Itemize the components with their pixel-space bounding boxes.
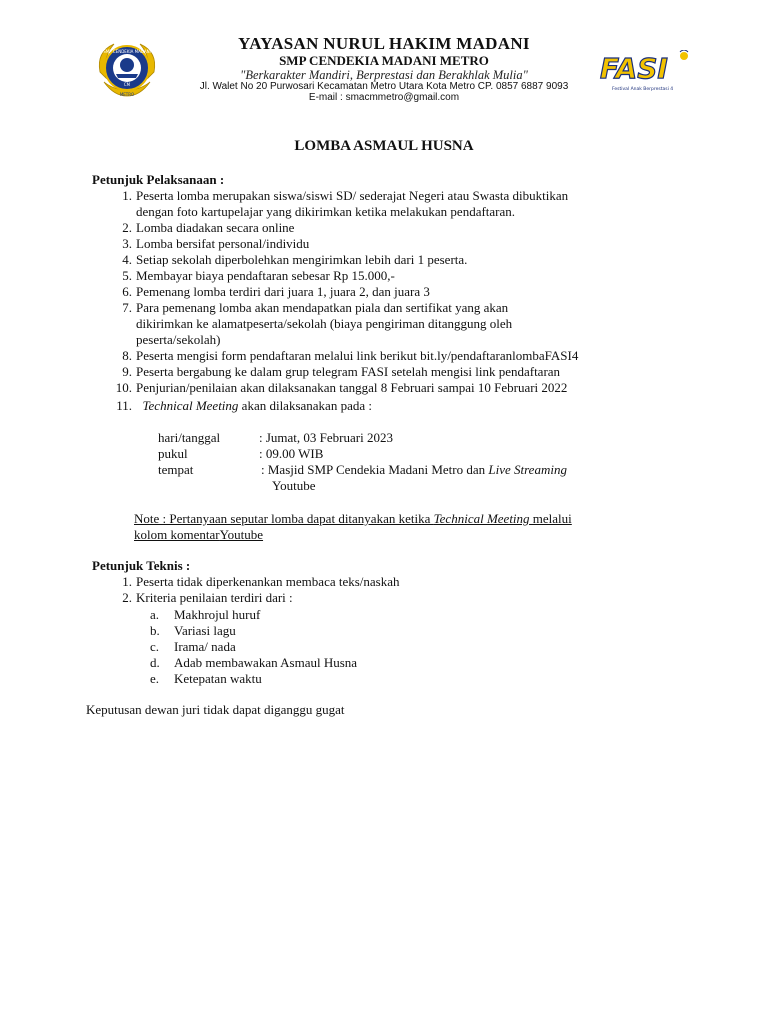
list-item-line: 4. Setiap sekolah diperbolehkan mengirimkan lebih dari 1 peserta. [122, 252, 468, 267]
criteria-item: a. Makhrojul huruf [150, 607, 261, 622]
list-item-line: peserta/sekolah) [136, 332, 221, 347]
criteria-item: e. Ketepatan waktu [150, 671, 262, 686]
list-item-line: 3. Lomba bersifat personal/individu [122, 236, 310, 251]
criteria-item: b. Variasi lagu [150, 623, 236, 638]
list-item-line: 8. Peserta mengisi form pendaftaran melalui link berikut bit.ly/pendaftaranlombaFASI4 [122, 348, 579, 363]
schedule-tempat-label: tempat [158, 462, 194, 477]
teknis-item: 2. Kriteria penilaian terdiri dari : [122, 590, 293, 605]
schedule-hari-label: hari/tanggal [158, 430, 221, 445]
organization-name: YAYASAN NURUL HAKIM MADANI [238, 34, 530, 53]
list-item-line: 7. Para pemenang lomba akan mendapatkan piala dan sertifikat yang akan [122, 300, 509, 315]
criteria-item: c. Irama/ nada [150, 639, 236, 654]
school-motto: "Berkarakter Mandiri, Berprestasi dan Berakhlak Mulia" [240, 68, 528, 82]
schedule-tempat-value: : Masjid SMP Cendekia Madani Metro dan Live Streaming [261, 462, 567, 477]
section-heading-teknis: Petunjuk Teknis : [92, 558, 191, 573]
schedule-pukul-label: pukul [158, 446, 188, 461]
pelaksanaan-list [108, 188, 578, 396]
schedule-hari-value: : Jumat, 03 Februari 2023 [259, 430, 393, 445]
teknis-list [108, 574, 400, 606]
teknis-item: 1. Peserta tidak diperkenankan membaca teks/naskah [122, 574, 400, 589]
note-line-1: Note : Pertanyaan seputar lomba dapat ditanyakan ketika Technical Meeting melalui [134, 511, 572, 526]
section-heading-pelaksanaan: Petunjuk Pelaksanaan : [92, 172, 225, 187]
closing-statement: Keputusan dewan juri tidak dapat diganggu gugat [86, 702, 345, 717]
schedule-pukul-value: : 09.00 WIB [259, 446, 324, 461]
list-item-line: 10. Penjurian/penilaian akan dilaksanakan tanggal 8 Februari sampai 10 Februari 2022 [115, 380, 568, 395]
svg-text:METRO: METRO [119, 92, 135, 97]
schedule-tempat-value-cont: Youtube [272, 478, 316, 493]
school-address: Jl. Walet No 20 Purwosari Kecamatan Metro Utara Kota Metro CP. 0857 6887 9093 [199, 81, 569, 92]
list-item-11: 11. Technical Meeting akan dilaksanakan pada : [116, 398, 372, 413]
svg-text:CM: CM [123, 82, 131, 87]
svg-text:Festival Anak Berprestasi 4: Festival Anak Berprestasi 4 [612, 87, 674, 92]
school-email: E-mail : smacmmetro@gmail.com [308, 92, 460, 103]
list-item-line: 1. Peserta lomba merupakan siswa/siswi SD/ sederajat Negeri atau Swasta dibuktikan [122, 188, 569, 203]
list-item-line: 2. Lomba diadakan secara online [122, 220, 295, 235]
school-name: SMP CENDEKIA MADANI METRO [279, 53, 489, 68]
svg-text:SMP CENDEKIA MADANI: SMP CENDEKIA MADANI [103, 49, 151, 54]
note-line-2: kolom komentarYoutube [134, 527, 264, 542]
document-title: LOMBA ASMAUL HUSNA [294, 138, 474, 154]
svg-text:FASI: FASI [600, 52, 668, 85]
list-item-line: 5. Membayar biaya pendaftaran sebesar Rp 15.000,- [122, 268, 395, 283]
list-item-line: 6. Pemenang lomba terdiri dari juara 1, juara 2, dan juara 3 [122, 284, 430, 299]
fasi-logo [598, 50, 706, 96]
criteria-list [150, 607, 357, 687]
criteria-item: d. Adab membawakan Asmaul Husna [150, 655, 358, 670]
list-item-line: 9. Peserta bergabung ke dalam grup telegram FASI setelah mengisi link pendaftaran [122, 364, 561, 379]
list-item-line: dengan foto kartupelajar yang dikirimkan ketika melakukan pendaftaran. [136, 204, 516, 219]
list-item-line: dikirimkan ke alamatpeserta/sekolah (biaya pengiriman ditanggung oleh [136, 316, 513, 331]
